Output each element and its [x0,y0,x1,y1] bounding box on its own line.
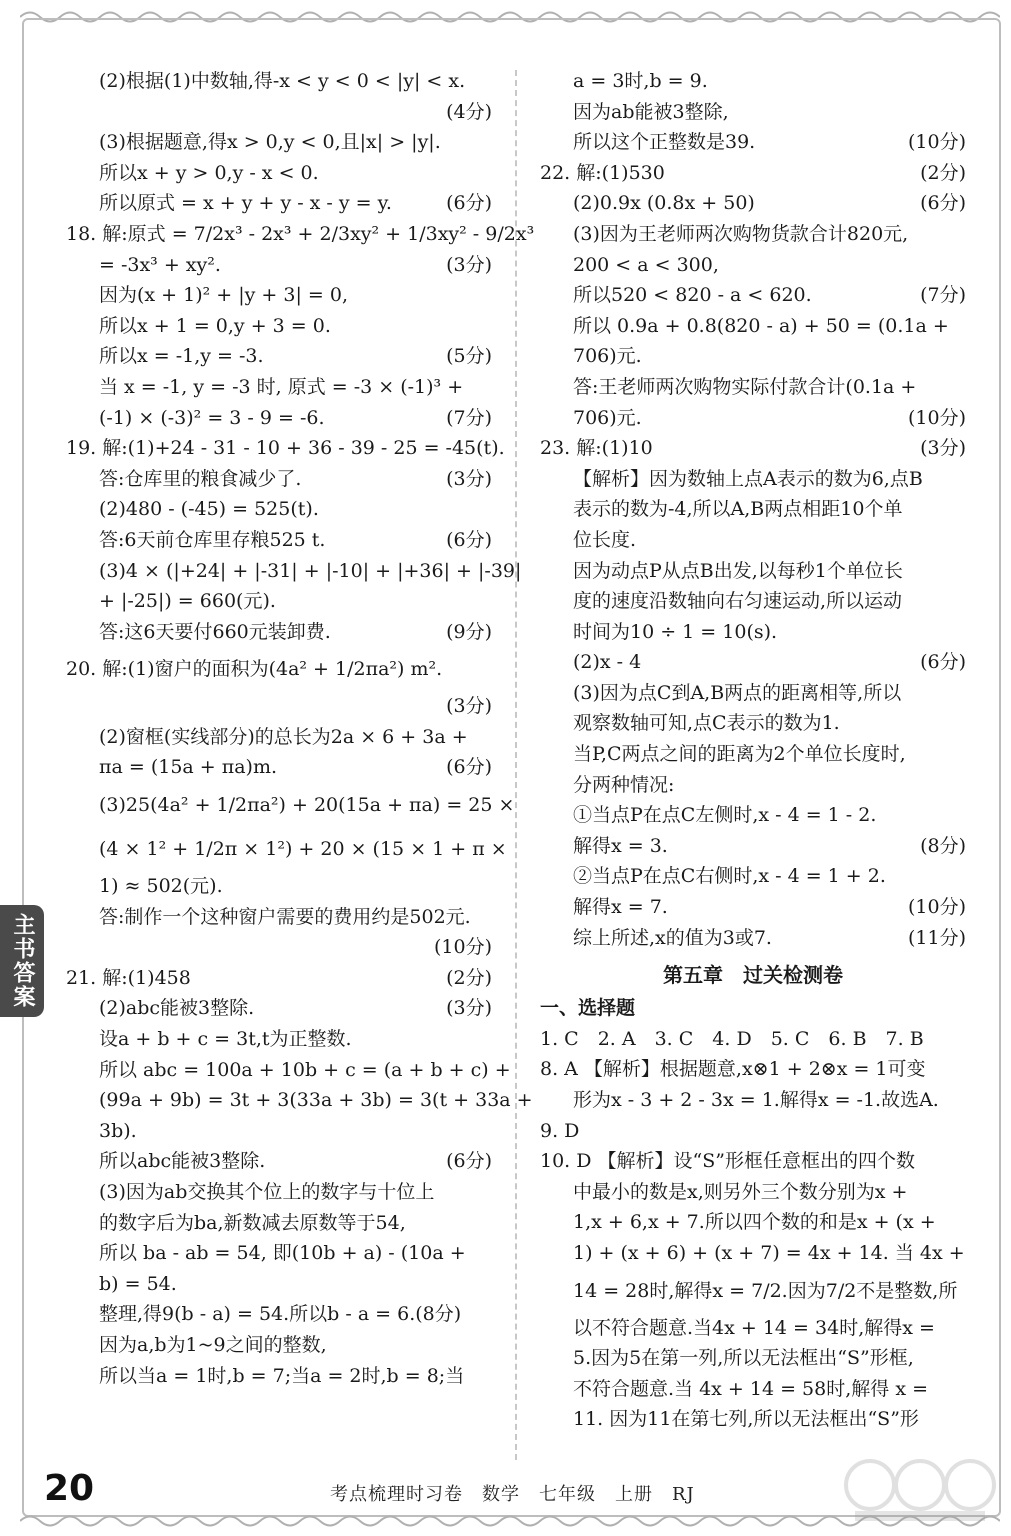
answer-text: 时间为10 ÷ 1 = 10(s). [573,620,778,643]
answer-text: b) = 54. [99,1272,177,1295]
answer-line [66,188,492,219]
answer-text: 综上所述,x的值为3或7. [573,926,772,949]
answer-text: 3b). [99,1119,137,1142]
answer-line [66,372,492,403]
watermark-logo [835,1455,1005,1525]
answer-line [66,341,492,372]
answer-text: + |-25|) = 660(元). [99,590,276,613]
answer-text: 当 x = -1, y = -3 时, 原式 = -3 × (-1)³ + [99,375,464,398]
score-label: (3分) [446,253,492,276]
answer-line [66,1269,492,1300]
answer-text: 度的速度沿数轴向右匀速运动,所以运动 [573,590,903,613]
answer-line [66,722,492,753]
answer-line [540,372,966,403]
answer-text: 因为(x + 1)² + |y + 3| = 0, [99,284,348,307]
answer-line [540,1054,966,1085]
answer-line [540,97,966,128]
answer-line [66,1238,492,1269]
answer-text: (3)4 × (|+24| + |-31| + |-10| + |+36| + |-39| [99,559,522,582]
answer-line [540,770,966,801]
answer-text: (3)因为王老师两次购物货款合计820元, [573,222,909,245]
answer-text: 200 < a < 300, [573,253,719,276]
answer-line [66,1330,492,1361]
answer-text: 8. A 【解析】根据题意,x⊗1 + 2⊗x = 1可变 [540,1058,926,1081]
answer-text: (-1) × (-3)² = 3 - 9 = -6. [99,406,325,429]
answer-text: 不符合题意.当 4x + 14 = 58时,解得 x = [573,1377,928,1400]
answer-text: 所以 ba - ab = 54, 即(10b + a) - (10a + [99,1242,466,1265]
score-label: (6分) [920,192,966,215]
score-label: (7分) [446,406,492,429]
answer-line [66,993,492,1024]
answer-line [66,871,492,902]
answer-text: 位长度. [573,528,637,551]
answer-text: 当P,C两点之间的距离为2个单位长度时, [573,743,906,766]
answer-line [540,1146,966,1177]
answer-line [66,902,492,933]
answer-line [540,433,966,464]
answer-line [540,1404,966,1435]
score-label: (10分) [907,406,966,429]
answer-line [540,1207,966,1238]
side-tab-label: 主书答案 [0,905,44,1017]
answer-line [540,831,966,862]
score-label: (4分) [446,100,492,123]
answer-line [540,556,966,587]
answer-text: 答:6天前仓库里存粮525 t. [99,528,326,551]
score-label: (6分) [446,192,492,215]
score-label: (2分) [920,161,966,184]
answer-text: (2)0.9x (0.8x + 50) [573,192,755,215]
answer-line [66,691,492,722]
answer-line [66,280,492,311]
answer-text: 所以x + y > 0,y - x < 0. [99,161,319,184]
footer-text: 考点梳理时习卷 数学 七年级 上册 RJ [330,1484,695,1505]
answer-text: 解得x = 7. [573,896,668,919]
answer-text: 以不符合题意.当4x + 14 = 34时,解得x = [573,1316,935,1339]
answer-text: a = 3时,b = 9. [573,70,708,92]
answer-text: 的数字后为ba,新数减去原数等于54, [99,1211,406,1234]
answer-line [540,219,966,250]
score-label: (3分) [446,997,492,1020]
answer-text: 所以原式 = x + y + y - x - y = y. [99,192,392,215]
answer-line [540,739,966,770]
answer-text: 表示的数为-4,所以A,B两点相距10个单 [573,498,903,521]
page-number: 20 [44,1468,95,1509]
answer-line [66,1177,492,1208]
answer-text: 因为a,b为1~9之间的整数, [99,1333,327,1356]
answer-text: 设a + b + c = 3t,t为正整数. [99,1028,352,1051]
score-label: (2分) [446,966,492,989]
answer-line [66,97,492,128]
answer-line [540,617,966,648]
answer-text: 答:制作一个这种窗户需要的费用约是502元. [99,905,471,928]
answer-text: 20. 解:(1)窗户的面积为(4a² + 1/2πa²) m². [66,658,443,681]
answer-line [540,586,966,617]
score-label: (9分) [446,620,492,643]
answer-line [540,892,966,923]
answer-line [540,188,966,219]
answer-text: 所以x + 1 = 0,y + 3 = 0. [99,314,331,337]
answer-line [540,923,966,954]
answer-text: 所以当a = 1时,b = 7;当a = 2时,b = 8;当 [99,1364,465,1387]
answer-line [66,752,492,783]
answer-text: (2)根据(1)中数轴,得-x < y < 0 < |y| < x. [99,70,466,92]
answer-text: (2)abc能被3整除. [99,997,255,1020]
answer-line [540,1085,966,1116]
score-label: (5分) [446,345,492,368]
answer-text: (2)480 - (-45) = 525(t). [99,498,319,521]
right-answers [540,66,966,953]
answer-line [66,617,492,648]
answer-line [540,1343,966,1374]
answer-text: 因为动点P从点B出发,以每秒1个单位长 [573,559,903,582]
answer-line [540,250,966,281]
answer-text: 所以x = -1,y = -3. [99,345,264,368]
answer-line [66,1299,492,1330]
answer-text: ①当点P在点C左侧时,x - 4 = 1 - 2. [573,804,877,827]
answer-text: 所以520 < 820 - a < 620. [573,284,812,307]
score-label: (6分) [446,1150,492,1173]
answer-line [540,1269,966,1313]
chapter-title: 第五章 过关检测卷 [663,963,843,988]
right-column [540,66,966,1435]
score-label: (3分) [446,695,492,718]
answer-line [66,1024,492,1055]
answer-text: 所以abc能被3整除. [99,1150,266,1173]
answer-line [540,1116,966,1147]
answer-line [66,963,492,994]
answer-text: (3)因为点C到A,B两点的距离相等,所以 [573,681,902,704]
answer-line [540,678,966,709]
score-label: (6分) [446,756,492,779]
answer-text: 整理,得9(b - a) = 54.所以b - a = 6.(8分) [99,1303,462,1326]
answer-text: 23. 解:(1)10 [540,437,653,460]
answer-line [66,1208,492,1239]
column-divider [515,70,517,1460]
answer-line [66,525,492,556]
answer-line [66,219,535,250]
answer-line [66,586,492,617]
answer-text: 观察数轴可知,点C表示的数为1. [573,712,840,735]
answer-text: 中最小的数是x,则另外三个数分别为x + [573,1180,908,1203]
answer-text: (3)25(4a² + 1/2πa²) + 20(15a + πa) = 25 × [99,794,515,817]
answer-line [66,494,492,525]
answer-text: = -3x³ + xy². [99,253,221,276]
answer-line [66,66,492,97]
answer-text: 1,x + 6,x + 7.所以四个数的和是x + (x + [573,1211,936,1234]
answer-line [540,1024,966,1055]
answer-text: 分两种情况: [573,773,675,796]
answer-line [66,1055,511,1086]
answer-text: 【解析】因为数轴上点A表示的数为6,点B [573,467,923,490]
answer-line [66,1146,492,1177]
answer-text: 9. D [540,1119,580,1142]
answer-text: (4 × 1² + 1/2π × 1²) + 20 × (15 × 1 + π × [99,838,507,861]
answer-line [540,1374,966,1405]
answer-text: 所以 0.9a + 0.8(820 - a) + 50 = (0.1a + [573,314,949,337]
answer-text: 5.因为5在第一列,所以无法框出“S”形框, [573,1347,914,1370]
answer-line [540,158,966,189]
answer-text: 所以这个正整数是39. [573,131,756,154]
answer-line [540,127,966,158]
answer-text: 解得x = 3. [573,834,668,857]
answer-line [66,647,492,691]
answer-text: 19. 解:(1)+24 - 31 - 10 + 36 - 39 - 25 = -45(t). [66,437,505,460]
answer-text: 21. 解:(1)458 [66,966,191,989]
answer-text: (99a + 9b) = 3t + 3(33a + 3b) = 3(t + 33a + [99,1089,533,1112]
answer-text: (2)窗框(实线部分)的总长为2a × 6 + 3a + [99,725,468,748]
answer-text: 1. C 2. A 3. C 4. D 5. C 6. B 7. B [540,1027,924,1050]
answer-text: 因为ab能被3整除, [573,100,729,123]
answer-line [540,403,966,434]
answer-text: ②当点P在点C右侧时,x - 4 = 1 + 2. [573,865,886,888]
score-label: (8分) [920,834,966,857]
answer-line [66,311,492,342]
answer-line [66,158,492,189]
answer-line [66,1085,533,1116]
answer-text: 706)元. [573,345,642,368]
answer-line [66,827,507,871]
answer-text: 10. D 【解析】设“S”形框任意框出的四个数 [540,1150,915,1173]
answer-line [540,311,966,342]
answer-text: 14 = 28时,解得x = 7/2.因为7/2不是整数,所 [573,1279,958,1302]
answer-text: (3)因为ab交换其个位上的数字与十位上 [99,1181,435,1203]
score-label: (11分) [907,926,966,949]
answer-line [66,433,505,464]
answer-text: 形为x - 3 + 2 - 3x = 1.解得x = -1.故选A. [573,1089,939,1111]
answer-line [540,647,966,678]
answer-line [540,494,966,525]
answer-line [540,800,966,831]
answer-line [66,1361,492,1392]
answer-line [66,783,515,827]
score-label: (10分) [907,896,966,919]
answer-text: πa = (15a + πa)m. [99,756,278,779]
answer-text: 22. 解:(1)530 [540,161,665,184]
answer-line [540,1238,966,1269]
answer-text: 706)元. [573,406,642,429]
answer-line [540,1177,966,1208]
section-heading: 一、选择题 [540,997,636,1020]
answer-line [66,556,522,587]
score-label: (3分) [446,467,492,490]
chapter-answers [540,1024,966,1435]
answer-text: 1) + (x + 6) + (x + 7) = 4x + 14. 当 4x + [573,1241,965,1264]
answer-line [540,708,966,739]
answer-text: 1) ≈ 502(元). [99,875,223,898]
score-label: (7分) [920,284,966,307]
answer-line [66,403,492,434]
answer-line [540,464,966,495]
answer-line [66,464,492,495]
answer-line [540,525,966,556]
answer-text: 答:这6天要付660元装卸费. [99,620,331,643]
answer-text: (2)x - 4 [573,651,642,674]
score-label: (6分) [446,528,492,551]
answer-text: 所以 abc = 100a + 10b + c = (a + b + c) + [99,1058,511,1081]
score-label: (3分) [920,437,966,460]
answer-line [540,1313,966,1344]
answer-line [540,66,966,97]
answer-text: (3)根据题意,得x > 0,y < 0,且|x| > |y|. [99,131,441,154]
score-label: (6分) [920,651,966,674]
answer-line [66,932,492,963]
answer-line [66,127,492,158]
answer-text: 答:仓库里的粮食减少了. [99,467,302,490]
answer-line [66,1116,492,1147]
score-label: (10分) [433,936,492,959]
answer-text: 18. 解:原式 = 7/2x³ - 2x³ + 2/3xy² + 1/3xy² - 9/2x³ [66,222,535,245]
answer-line [66,250,492,281]
answer-line [540,861,966,892]
left-column [66,66,535,1391]
answer-text: 答:王老师两次购物实际付款合计(0.1a + [573,375,917,398]
answer-line [540,341,966,372]
answer-line [540,280,966,311]
answer-text: 11. 因为11在第七列,所以无法框出“S”形 [573,1408,919,1431]
score-label: (10分) [907,131,966,154]
